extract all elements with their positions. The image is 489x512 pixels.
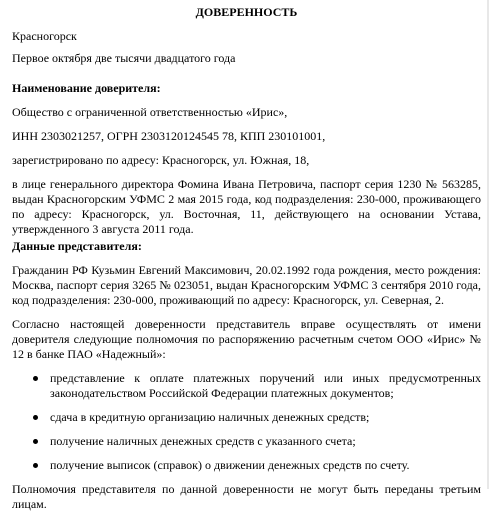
list-item: [12, 410, 481, 425]
document-date: Первое октября две тысячи двадцатого года: [12, 51, 236, 65]
list-item: [12, 371, 481, 401]
principal-heading: Наименование доверителя:: [12, 81, 161, 95]
representative-details: Гражданин РФ Кузьмин Евгений Максимович, 20.02.1992 года рождения, место рождения: Москва, паспорт серия 3265 № 023051, выдан Красногорским УФМС 3 сентября 2010 года, код подразделения: 230-000, проживающий по адресу: Красногорск, ул. Северная, 2.: [12, 263, 481, 307]
principal-registration-ids: ИНН 2303021257, ОГРН 2303120124545 78, КПП 230101001,: [12, 129, 326, 143]
bullet-icon: [33, 463, 38, 468]
bullet-icon: [33, 439, 38, 444]
powers-list: [12, 371, 481, 473]
bullet-icon: [33, 376, 38, 381]
power-item-text: сдача в кредитную организацию наличных денежных средств;: [50, 410, 370, 424]
powers-intro: Согласно настоящей доверенности представитель вправе осуществлять от имени доверителя следующие полномочия по распоряжению расчетным счетом ООО «Ирис» № 12 в банке ПАО «Надежный»:: [12, 317, 481, 361]
principal-address: зарегистрировано по адресу: Красногорск, ул. Южная, 18,: [12, 153, 310, 167]
list-item: [12, 458, 481, 473]
list-item: [12, 434, 481, 449]
document-title: ДОВЕРЕННОСТЬ: [195, 5, 298, 19]
power-item-text: получение наличных денежных средств с указанного счета;: [50, 434, 356, 448]
power-item-text: получение выписок (справок) о движении денежных средств по счету.: [50, 458, 410, 472]
power-item-text: представление к оплате платежных поручений или иных предусмотренных законодательством Российской Федерации платежных документов;: [50, 371, 481, 400]
representative-heading: Данные представителя:: [12, 239, 142, 253]
closing-statement: Полномочия представителя по данной доверенности не могут быть переданы третьим лицам.: [12, 482, 481, 511]
principal-director: в лице генерального директора Фомина Ивана Петровича, паспорт серия 1230 № 563285, выдан Красногорским УФМС 2 мая 2015 года, код подразделения: 230-000, проживающего по адресу: Красногорск, ул. Восточная, 11, действующего на основании Устава, утвержденного 3 августа 2011 года.: [12, 177, 481, 236]
bullet-icon: [33, 415, 38, 420]
principal-org-name: Общество с ограниченной ответственностью «Ирис»,: [12, 105, 288, 119]
document-place: Красногорск: [12, 29, 77, 43]
